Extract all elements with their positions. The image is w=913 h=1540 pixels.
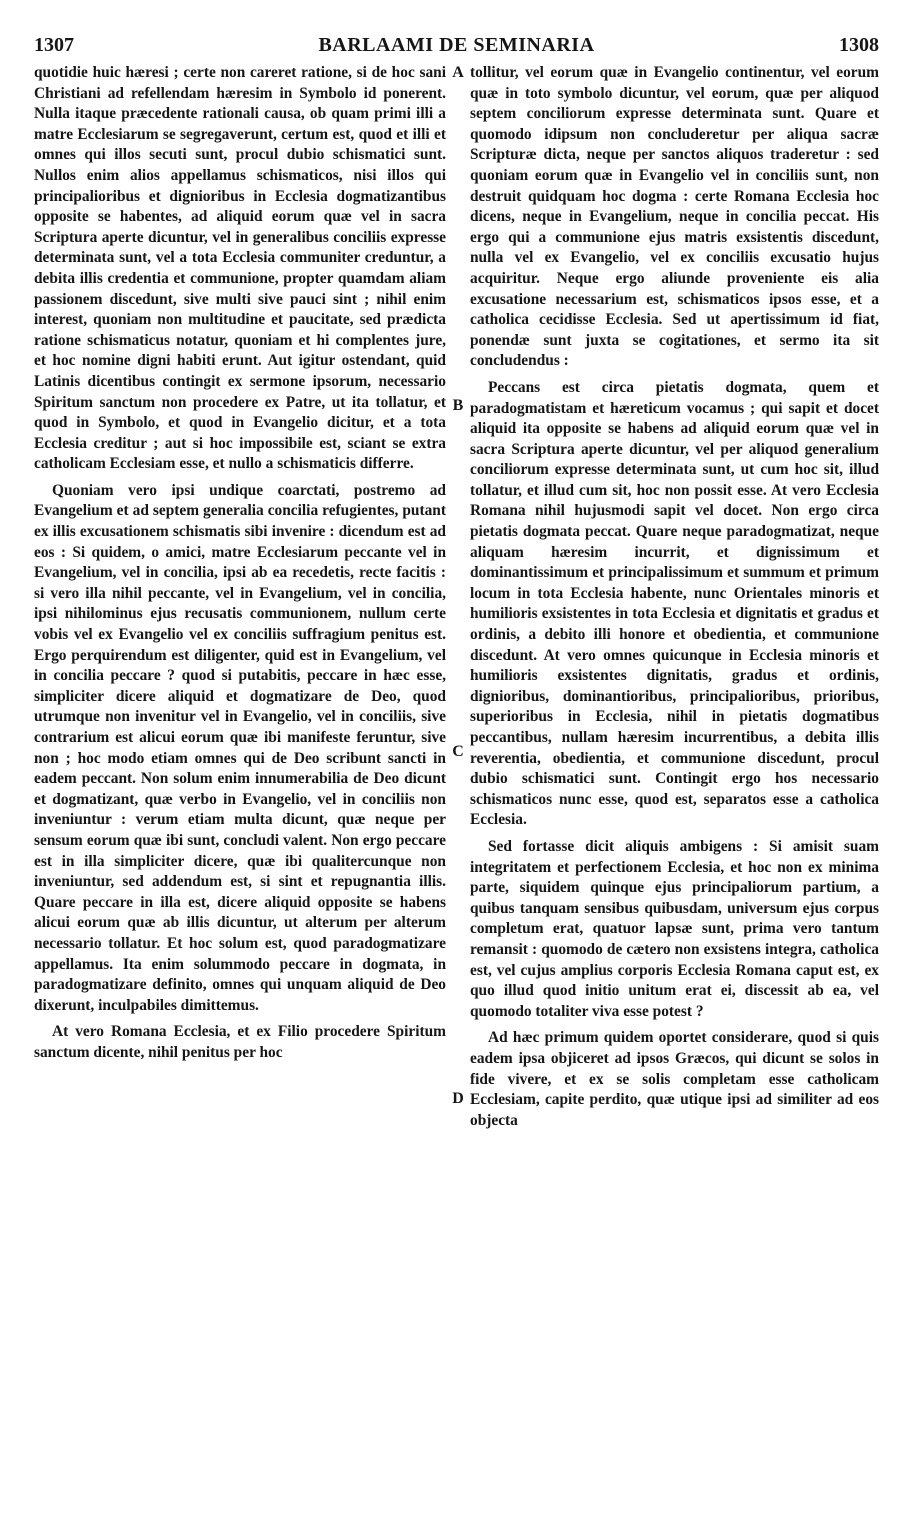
paragraph: At vero Romana Ecclesia, et ex Filio procedere Spiritum sanctum dicente, nihil penitus per hoc [34, 1023, 446, 1061]
paragraph: Ad hæc primum quidem oportet considerare, quod si quis eadem ipsa objiceret ad ipsos Græcos, qui dicunt se solos in fide vivere, et ex se solis completam esse catholicam Ecclesiam, capite perdito, quæ utique ipsi ad similiter ad eos objecta [470, 1029, 879, 1129]
left-column [34, 63, 446, 1070]
page-number-left: 1307 [34, 34, 74, 56]
paragraph: quotidie huic hæresi ; certe non careret ratione, si de hoc sani Christiani ad refellendam hæresim in Symbolo id ponerent. Nulla itaque præcedente rationali causa, ob quam primi illi a matre Ecclesiarum se segregaverunt, certum est, quod et illi et omnes qui illos secuti sunt, procul dubio schismatici sunt. Nullos enim alios appellamus schismaticos, nisi illos qui principalioribus et dignioribus in Ecclesia dogmatizantibus opposite se habentes, ad aliquid eorum quæ vel in sacra Scriptura aperte dicuntur, vel in generalibus conciliis expresse determinata sunt, vel a tota Ecclesia communiter creduntur, a debita illis credentia et communione, propter quamdam aliam passionem discedunt, sive multi sive pauci sint ; nihil enim interest, quoniam non multitudine et paucitate, sed prædicta ratione schismaticus notatur, quoniam et hi complentes jure, et hoc nomine digni habiti erunt. Aut igitur ostendant, quid Latinis dicentibus contingit ex sermone ipsorum, necessario Spiritum sanctum non procedere ex Patre, ut ita tollatur, et quod in Symbolo, et quod in Evangelio dicitur, et a tota Ecclesia creditur ; aut si hoc impossibile est, sciant se extra catholicam Ecclesiam esse, et nullo a schismaticis differre. [34, 64, 446, 473]
paragraph: Quoniam vero ipsi undique coarctati, postremo ad Evangelium et ad septem generalia concilia refugientes, putant ex illis excusationem schismatis sibi invenire : dicendum est ad eos : Si quidem, o amici, matre Ecclesiarum peccante vel in Evangelium, vel in concilia, ipsi ab ea recedetis, recte facitis : si vero illa nihil peccante, vel in Evangelium, vel in concilia, ipsi nihilominus ejus recusatis communionem, nullum certe vobis vel ex Evangelio vel ex conciliis suffragium penitus est. Ergo perquirendum est diligenter, quid est in Evangelium, vel in concilia peccare ? quod si putabitis, peccare in hæc esse, simpliciter dicere aliquid et dogmatizare de Deo, quod utrumque non invenitur vel in Evangelio, vel in conciliis, sive contrarium est alicui eorum quæ ibi manifeste feruntur, sive non ; hoc modo etiam omnes qui de Deo scribunt sancti in eadem peccant. Non solum enim innumerabilia de Deo dicunt et dogmatizant, quæ verbo in Evangelio, vel in conciliis non inveniuntur : verum etiam multa dicunt, quæ neque per sensum eorum quæ ibi sunt, concludi valent. Non ergo peccare est in illa simpliciter dicere, quæ ibi qualitercunque non inveniuntur, sed addendum est, si sint et repugnantia illis. Quare peccare in illa est, dicere aliquid opposite se habens alicui eorum quæ ab illis dicuntur, ut alterum per alterum necessario tollatur. Et hoc solum est, quod paradogmatizare appellamus. Ita enim solummodo peccare in dogmata, in paradogmatizare definito, omnes qui unquam aliquid de Deo dixerunt, inculpabiles dimittemus. [34, 481, 446, 1014]
paragraph: Sed fortasse dicit aliquis ambigens : Si amisit suam integritatem et perfectionem Ecclesia, et hoc non ex minima parte, siquidem quinque ejus principaliorum partium, a quibus tanquam sensibus quibusdam, universum ejus corpus completum erat, quatuor lapsæ sunt, prima vero tantum remansit : quomodo de cætero non exsistens integra, catholica est, vel cujus amplius corporis Ecclesia Romana caput est, ex quo illud quod initio unitum erat ei, discessit ab ea, vel quomodo totaliter viva esse potest ? [470, 837, 879, 1020]
right-column [470, 63, 879, 1137]
section-marker-a: A [452, 64, 464, 81]
section-marker-b: B [452, 397, 464, 414]
running-title: BARLAAMI DE SEMINARIA [318, 34, 595, 56]
running-header [34, 34, 879, 60]
section-marker-c: C [452, 743, 464, 760]
paragraph: Peccans est circa pietatis dogmata, quem et paradogmatistam et hæreticum vocamus ; qui sapit et docet aliquid ita opposite se habens ad aliquid eorum quæ vel in sacra Scriptura aperte dicuntur, vel per aliquod generalium conciliorum expresse determinata sunt, ut cum hoc sit, illud tollatur, et illud cum sit, hoc non possit esse. At vero Ecclesia Romana nihil hujusmodi sapit vel docet. Non ergo circa pietatis dogmata peccat. Quare neque paradogmatizat, neque aliquam hæresim incurrit, et dignissimum et dominantissimum et principalissimum et summum et primum locum in tota Ecclesia habente, nunc Orientales minoris et humilioris exsistentes in tota Ecclesia et dignitatis et gradus et ordinis, a debito illi honore et obedientia, et communione discedunt. At vero omnes quicunque in Ecclesia minoris et humilioris exsistentes dignitatis, gradus et ordinis, dignioribus, dominantioribus, principalioribus, prioribus, superioribus in Ecclesia, nihil in pietatis dogmatibus peccantibus, nullam hæresim incurrentibus, a debita illis reverentia, obedientia, et communione discedunt, procul dubio schismatici sunt. Contingit ergo hos necessario schismaticos nunc esse, quod est, separatos esse a catholica Ecclesia. [470, 378, 879, 829]
page-number-right: 1308 [839, 34, 879, 56]
paragraph: tollitur, vel eorum quæ in Evangelio continentur, vel eorum quæ in toto symbolo dicuntur, vel eorum, quæ per aliquod septem conciliorum expresse determinata sunt. Quare et quomodo idipsum non concluderetur per aliqua sacræ Scripturæ dicta, neque per sanctos aliquos traderetur : sed quoniam eorum quæ in Evangelio vel in conciliis sunt, non destruit quidquam hoc dogma : certe Romana Ecclesia hoc dicens, neque in Evangelium, neque in concilia peccat. His ergo qui a communione ejus matris exsistentis discedunt, nulla vel ex Evangelio, vel ex conciliis excusatio hujus acquiritur. Neque ergo aliunde proveniente eis alia excusatione necessarium est, schismaticos ipsos esse, et a catholica cecidisse Ecclesia. Sed ut apertissimum id fiat, ponendæ sunt juxta se cogitationes, et sermo ita sit concludendus : [470, 64, 879, 370]
section-marker-d: D [452, 1090, 464, 1107]
